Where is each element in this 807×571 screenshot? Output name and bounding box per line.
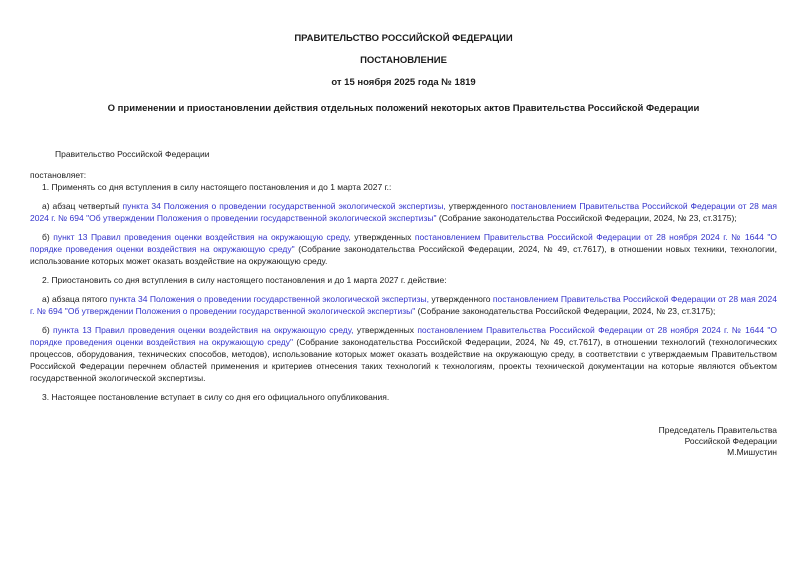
clause-1: 1. Применять со дня вступления в силу настоящего постановления и до 1 марта 2027 г.: [42, 182, 392, 192]
signature-name: М.Мишустин [727, 447, 777, 457]
issuing-authority: ПРАВИТЕЛЬСТВО РОССИЙСКОЙ ФЕДЕРАЦИИ [294, 33, 513, 44]
clause-2b-link-resolution1644[interactable]: постановлением Правительства Российской Федерации от 28 ноября 2024 г. № 1644 "О порядке проведения оценки воздействия на окружающую среду" [30, 325, 778, 347]
clause-3: 3. Настоящее постановление вступает в силу со дня его официального опубликования. [42, 392, 390, 402]
clause-1a [30, 200, 777, 224]
clause-1b [30, 231, 777, 267]
signature-block [30, 425, 777, 458]
clause-2a-text: а) абзаца пятого [42, 294, 110, 304]
signature-position-line1: Председатель Правительства [658, 425, 777, 435]
clause-2a [30, 293, 777, 317]
clause-2b-text: б) [42, 325, 54, 335]
clause-1b-text: б) [42, 232, 54, 242]
clause-2a-text: утвержденного [428, 294, 493, 304]
clause-1b-text: утвержденных [350, 232, 415, 242]
clause-1b-link-point13[interactable]: пункт 13 Правил проведения оценки воздействия на окружающую среду, [53, 232, 351, 242]
clause-2b-link-point13[interactable]: пункта 13 Правил проведения оценки воздействия на окружающую среду, [53, 325, 354, 335]
signature-position-line2: Российской Федерации [684, 436, 777, 446]
clause-2b-text: (Собрание законодательства Российской Федерации, 2024, № 49, ст.7617), в отношении технологий (технологических процессов, оборудования, технических способов, методов), использование которых может оказать воздействие на окружающую среду, в соответствии с утверждаемым Правительством Российской Федерации перечнем областей применения и критериев отнесения таких технологий к технологиям, проекты технической документации на которые являются объектом государственной экологической экспертизы. [30, 337, 777, 383]
clause-1a-link-resolution694[interactable]: постановлением Правительства Российской Федерации от 28 мая 2024 г. № 694 "Об утверждении Положения о проведении государственной экологической экспертизы" [30, 201, 778, 223]
clause-1a-link-point34[interactable]: пункта 34 Положения о проведении государственной экологической экспертизы, [122, 201, 446, 211]
preamble: Правительство Российской Федерации [55, 149, 210, 159]
clause-2b [30, 324, 777, 384]
clause-1a-text: а) абзац четвертый [42, 201, 123, 211]
clause-1a-text: (Собрание законодательства Российской Федерации, 2024, № 23, ст.3175); [436, 213, 737, 223]
resolves-line: постановляет: [30, 170, 87, 180]
clause-2b-text: утвержденных [353, 325, 418, 335]
document-date-number: от 15 ноября 2025 года № 1819 [331, 77, 476, 88]
clause-2a-link-resolution694[interactable]: постановлением Правительства Российской Федерации от 28 мая 2024 г. № 694 "Об утверждении Положения о проведении государственной экологической экспертизы" [30, 294, 777, 316]
clause-2a-link-point34[interactable]: пункта 34 Положения о проведении государственной экологической экспертизы, [109, 294, 429, 304]
clause-2: 2. Приостановить со дня вступления в силу настоящего постановления и до 1 марта 2027 г. действие: [42, 275, 447, 285]
clause-1b-link-resolution1644[interactable]: постановлением Правительства Российской Федерации от 28 ноября 2024 г. № 1644 "О порядке проведения оценки воздействия на окружающую среду" [30, 232, 777, 254]
clause-1b-text: (Собрание законодательства Российской Федерации, 2024, № 49, ст.7617), в отношении новых техники, технологии, использование которых может оказать воздействие на окружающую среду. [30, 244, 777, 266]
clause-2a-text: (Собрание законодательства Российской Федерации, 2024, № 23, ст.3175); [415, 306, 716, 316]
document-title: О применении и приостановлении действия отдельных положений некоторых актов Правительства Российской Федерации [107, 103, 700, 114]
document-type: ПОСТАНОВЛЕНИЕ [360, 55, 447, 66]
clause-1a-text: утвержденного [445, 201, 511, 211]
